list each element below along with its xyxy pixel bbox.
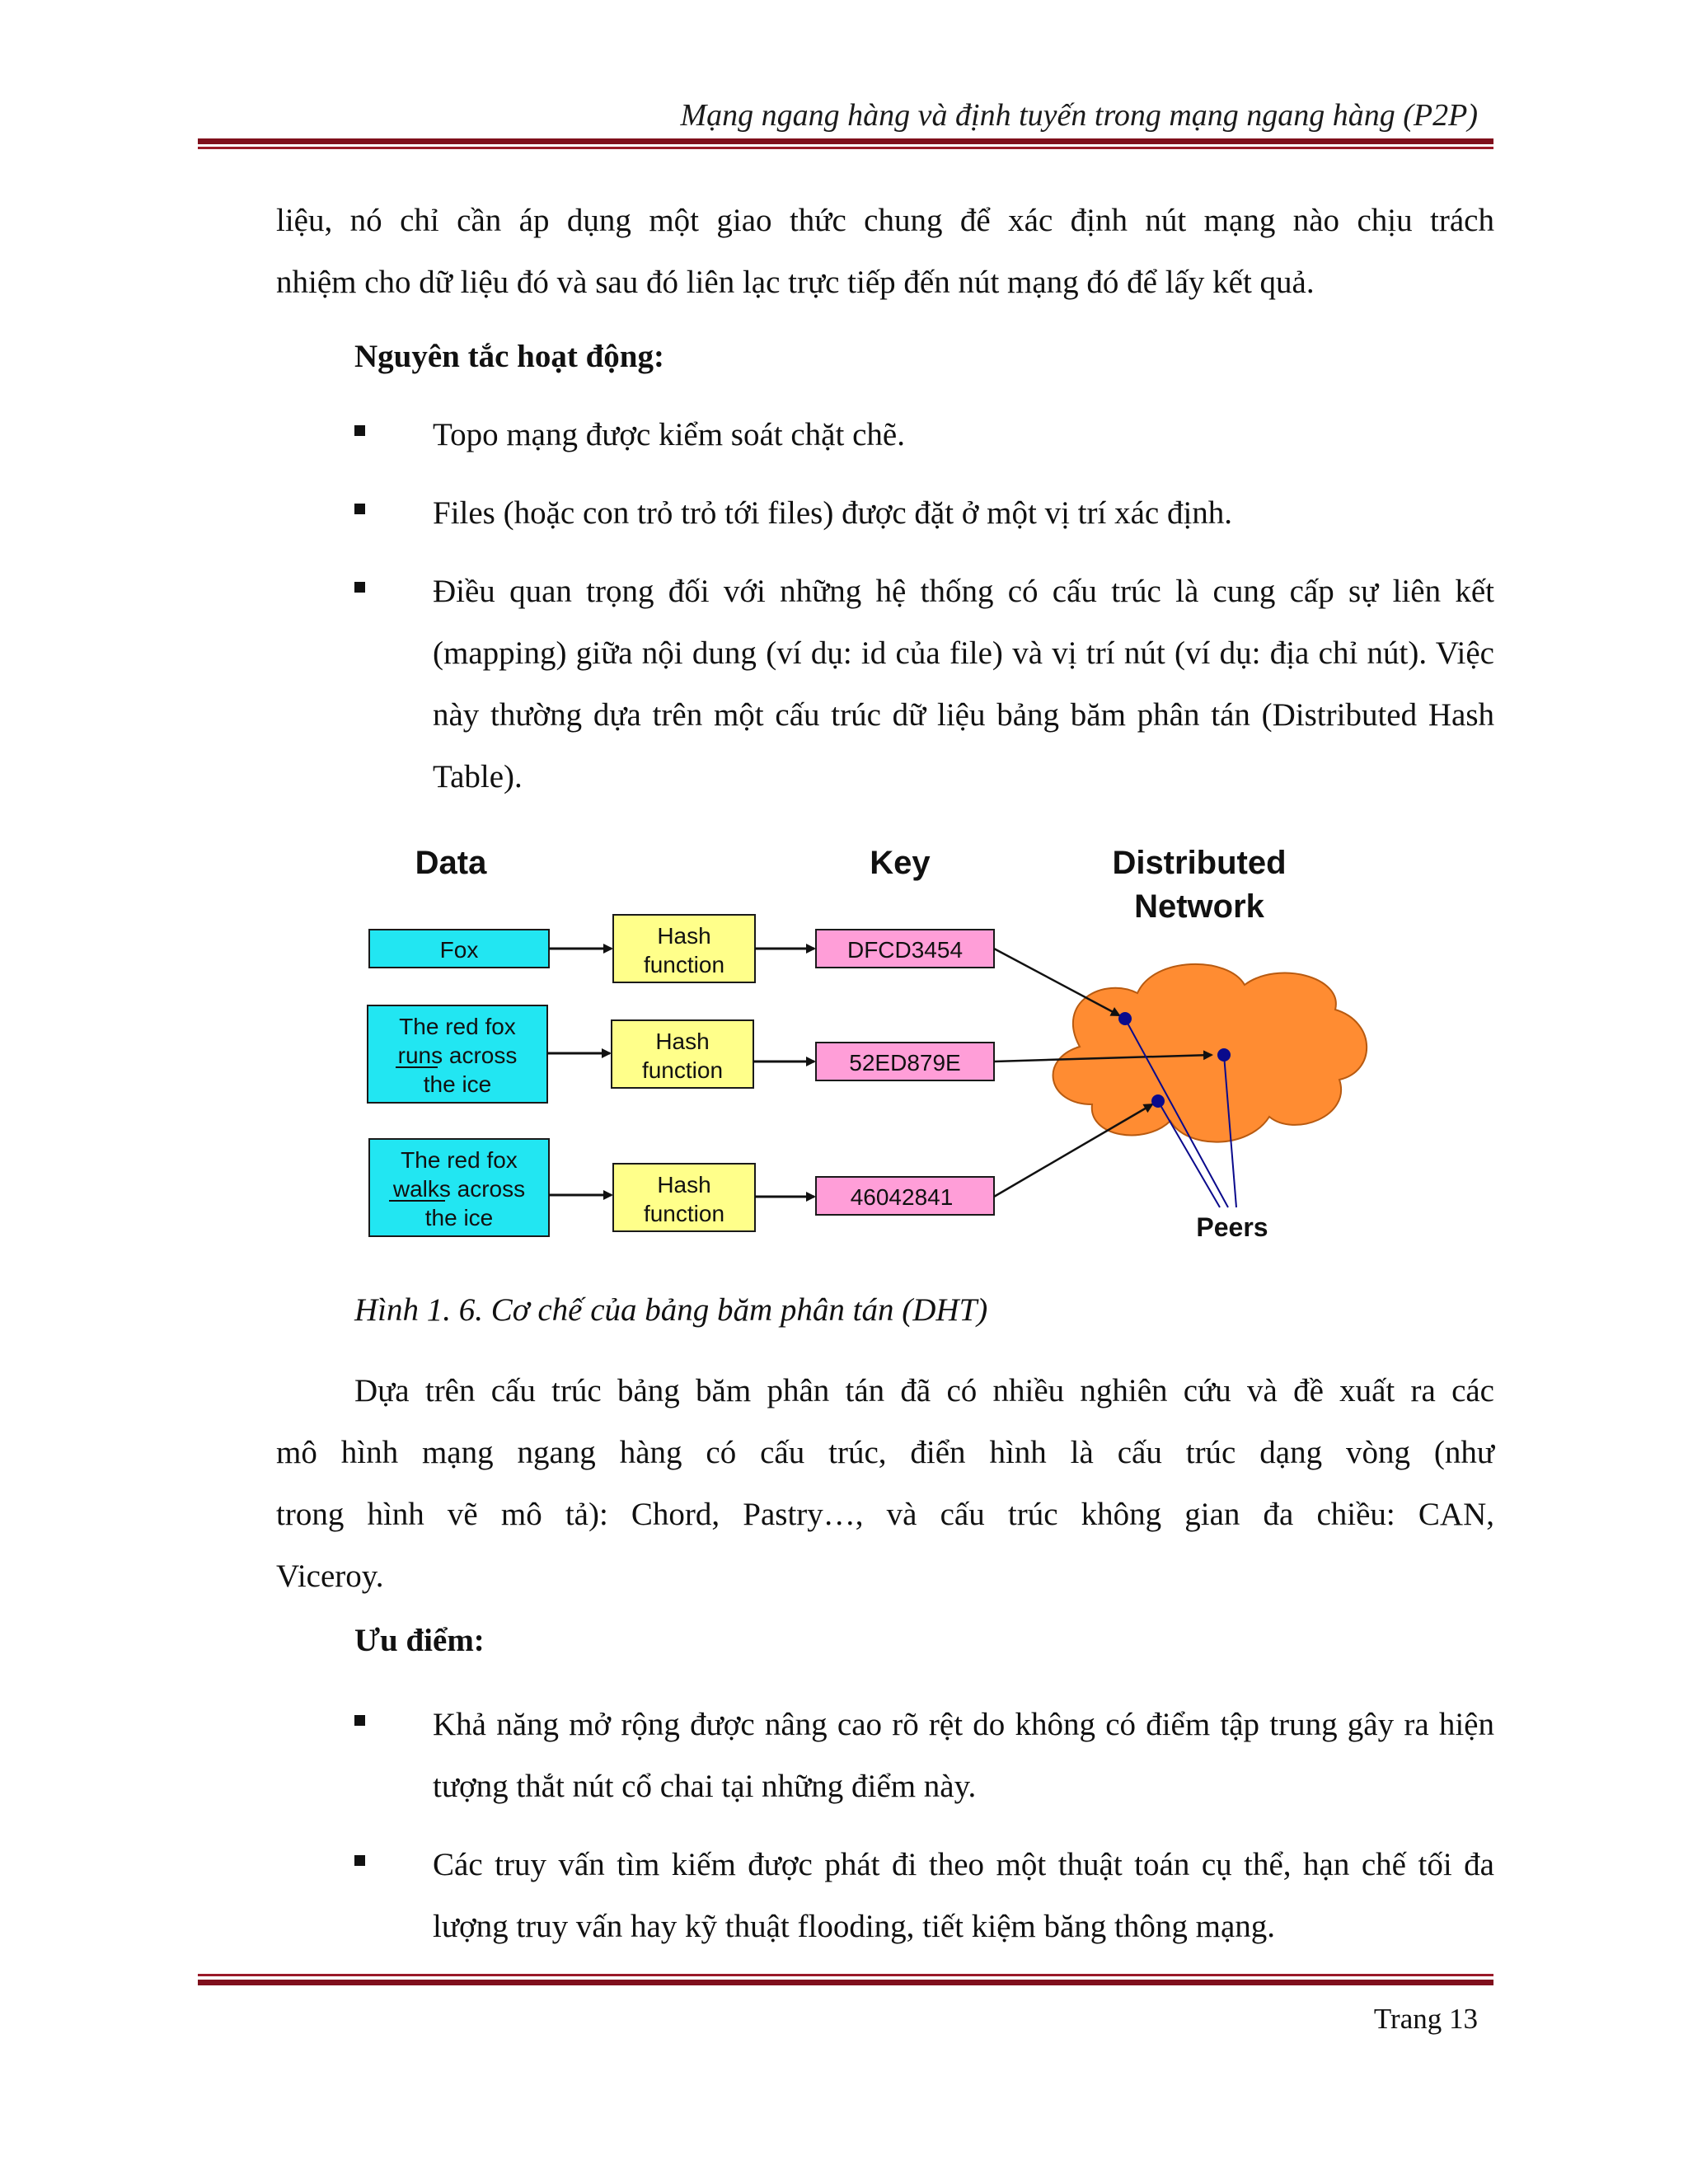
key-box-3-label: 46042841	[850, 1184, 954, 1210]
data-box-2-line-2: runs across	[397, 1043, 518, 1068]
column-heading-data: Data	[415, 845, 487, 881]
intro-line-2: nhiệm cho dữ liệu đó và sau đó liên lạc trực tiếp đến nút mạng đó để lấy kết quả.	[276, 265, 1315, 300]
key-box-1-label: DFCD3454	[846, 937, 964, 963]
hash-box-3-line-1: Hash	[657, 1172, 711, 1197]
principles-heading: Nguyên tắc hoạt động:	[354, 339, 664, 374]
principle-text-2: Files (hoặc con trỏ trỏ tới files) được đặt ở một vị trí xác định.	[433, 495, 1233, 531]
dht-diagram	[354, 832, 1376, 1261]
arrow-key-3-to-peer	[994, 1104, 1152, 1197]
principle-text-3: Điều quan trọng đối với những hệ thống có cấu trúc là cung cấp sự liên kết (mapping) giữa nội dung (ví dụ: id của file) và vị trí nút (ví dụ: địa chỉ nút). Việc này thường dựa trên một cấu trúc dữ liệu bảng băm phân tán (Distributed Hash Table).	[433, 574, 1494, 794]
page-header-title: Mạng ngang hàng và định tuyến trong mạng ngang hàng (P2P)	[680, 98, 1478, 133]
body2-line-4: Viceroy.	[276, 1558, 384, 1594]
intro-line-1: liệu, nó chỉ cần áp dụng một giao thức chung để xác định nút mạng nào chịu trách	[276, 203, 1494, 238]
advantage-text-1: Khả năng mở rộng được nâng cao rõ rệt do không có điểm tập trung gây ra hiện tượng thắt nút cổ chai tại những điểm này.	[433, 1707, 1494, 1804]
advantages-heading: Ưu điểm:	[354, 1623, 485, 1658]
hash-box-2-line-1: Hash	[655, 1029, 710, 1054]
body2-line-2: mô hình mạng ngang hàng có cấu trúc, điển hình là cấu trúc dạng vòng (như	[276, 1435, 1494, 1470]
column-heading-network-2: Network	[1134, 888, 1264, 925]
header-rule-thin	[198, 147, 1493, 149]
body2-line-3: trong hình vẽ mô tả): Chord, Pastry…, và cấu trúc không gian đa chiều: CAN,	[276, 1497, 1494, 1532]
key-box-2-label: 52ED879E	[849, 1050, 961, 1076]
bullet-square-icon	[354, 582, 365, 593]
advantage-text-2: Các truy vấn tìm kiếm được phát đi theo một thuật toán cụ thể, hạn chế tối đa lượng truy vấn hay kỹ thuật flooding, tiết kiệm băng thông mạng.	[433, 1847, 1494, 1944]
data-box-2-line-3: the ice	[423, 1071, 492, 1097]
data-box-3-line-3: the ice	[424, 1205, 494, 1230]
bullet-square-icon	[354, 1855, 365, 1866]
body-paragraph-2	[276, 1360, 1494, 1607]
distributed-network-cloud	[1053, 964, 1367, 1142]
header-rule-thick	[198, 138, 1493, 144]
principle-text-1: Topo mạng được kiểm soát chặt chẽ.	[433, 417, 905, 452]
bullet-square-icon	[354, 504, 365, 514]
intro-paragraph	[276, 190, 1494, 313]
column-heading-network-1: Distributed	[1112, 845, 1287, 881]
hash-box-3-line-2: function	[643, 1201, 725, 1226]
bullet-square-icon	[354, 1715, 365, 1726]
footer-rule-thick	[198, 1980, 1493, 1985]
page-number: Trang 13	[1373, 2003, 1478, 2035]
arrow-key-1-to-peer	[994, 949, 1119, 1015]
peers-label: Peers	[1196, 1212, 1268, 1242]
data-box-1-line-1: Fox	[439, 937, 479, 963]
figure-caption: Hình 1. 6. Cơ chế của bảng băm phân tán (DHT)	[354, 1292, 988, 1328]
footer-rule-thin	[198, 1974, 1493, 1976]
hash-box-1-line-1: Hash	[657, 923, 711, 949]
hash-box-2-line-2: function	[641, 1057, 724, 1083]
hash-box-1-line-2: function	[643, 952, 725, 977]
body2-line-1: Dựa trên cấu trúc bảng băm phân tán đã có nhiều nghiên cứu và đề xuất ra các	[354, 1373, 1494, 1408]
bullet-square-icon	[354, 425, 365, 436]
data-box-2-line-1: The red fox	[399, 1014, 516, 1039]
data-box-3-line-2: walks across	[392, 1176, 526, 1202]
data-box-3-line-1: The red fox	[401, 1147, 518, 1173]
column-heading-key: Key	[870, 845, 931, 881]
